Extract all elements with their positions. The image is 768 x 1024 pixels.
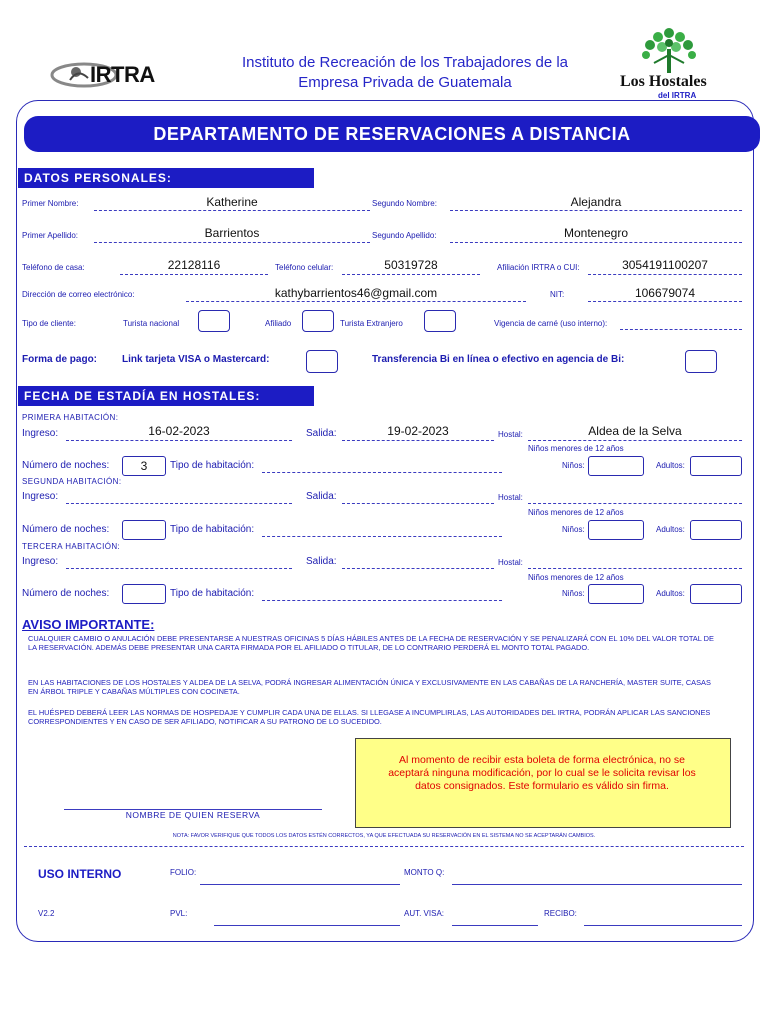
version-label: V2.2 (38, 909, 55, 918)
notice-title: AVISO IMPORTANTE: (22, 617, 155, 632)
room1-ingreso-label: Ingreso: (22, 428, 59, 439)
room1-adults-label: Adultos: (656, 461, 685, 470)
receipt-label: RECIBO: (544, 909, 577, 918)
second-surname-label: Segundo Apellido: (372, 231, 437, 240)
payment-option1-checkbox[interactable] (306, 350, 338, 373)
first-surname-field[interactable]: Barrientos (204, 226, 260, 240)
cell-phone-field[interactable]: 50319728 (384, 258, 438, 272)
room1-kids-field[interactable] (588, 456, 644, 476)
second-surname-field[interactable]: Montenegro (563, 226, 629, 240)
room3-ingreso-line[interactable] (66, 568, 292, 569)
hostales-logo (614, 25, 724, 103)
second-name-line (450, 210, 742, 211)
client-affiliate-label: Afiliado (265, 319, 292, 328)
cell-phone-label: Teléfono celular: (275, 263, 334, 272)
notice-paragraph-1: CUALQUIER CAMBIO O ANULACIÓN DEBE PRESENTARSE A NUESTRAS OFICINAS 5 DÍAS HÁBILES ANTES DE LA FECHA DE RESERVACIÓN Y SE PENALIZARÁ CON EL 10% DEL VALOR TOTAL DE LA RESERVACIÓN. ADEMÁS DEBE PRESENTAR UNA CARTA FIRMADA POR EL AFILIADO O TITULAR, DE LO CONTRARIO PERDERÁ EL MONTO TOTAL PAGADO. (28, 634, 714, 652)
room1-room-type-label: Tipo de habitación: (170, 460, 255, 471)
room3-hostal-line[interactable] (528, 568, 742, 569)
room1-salida-line (342, 440, 494, 441)
room3-hostal-label: Hostal: (498, 558, 523, 567)
second-name-field[interactable]: Alejandra (570, 195, 622, 209)
room2-adults-field[interactable] (690, 520, 742, 540)
room2-ingreso-label: Ingreso: (22, 491, 59, 502)
room1-kids-under12-label: Niños menores de 12 años (528, 444, 624, 453)
room1-salida-field[interactable]: 19-02-2023 (387, 424, 449, 438)
room3-title: TERCERA HABITACIÓN: (22, 542, 121, 551)
payment-option2-checkbox[interactable] (685, 350, 717, 373)
electronic-notice-text: Al momento de recibir esta boleta de forma electrónica, no se aceptará ninguna modificación, por lo cual se le solicita revisar los datos consignados. Este formulario es válido sin firma. (388, 754, 696, 792)
room3-adults-field[interactable] (690, 584, 742, 604)
verify-note: NOTA: FAVOR VERIFIQUE QUE TODOS LOS DATOS ESTÉN CORRECTOS, YA QUE EFECTUADA SU RESERVACIÓN EN EL SISTEMA NO SE ACEPTARÁN CAMBIOS. (172, 833, 596, 839)
email-label: Dirección de correo electrónico: (22, 290, 135, 299)
payment-option2-label: Transferencia Bi en línea o efectivo en agencia de Bi: (372, 354, 625, 365)
visa-auth-line[interactable] (452, 925, 538, 926)
room1-adults-field[interactable] (690, 456, 742, 476)
first-name-field[interactable]: Katherine (206, 195, 258, 209)
client-type-label: Tipo de cliente: (22, 319, 76, 328)
room2-salida-line[interactable] (342, 503, 494, 504)
notice-paragraph-2: EN LAS HABITACIONES DE LOS HOSTALES Y ALDEA DE LA SELVA, PODRÁ INGRESAR ALIMENTACIÓN ÚNICA Y EXCLUSIVAMENTE EN LAS CABAÑAS DE LA RANCHERÍA, MASTER SUITE, CASAS EN ÁRBOL TRIPLE Y CABAÑAS MÚLTIPLES CON COCINETA. (28, 678, 711, 696)
room2-kids-label: Niños: (562, 525, 585, 534)
pvl-label: PVL: (170, 909, 188, 918)
room2-ingreso-line[interactable] (66, 503, 292, 504)
client-affiliate-checkbox[interactable] (302, 310, 334, 332)
room2-room-type-line[interactable] (262, 536, 502, 537)
room1-hostal-field[interactable]: Aldea de la Selva (588, 424, 682, 438)
notice-paragraph-3: EL HUÉSPED DEBERÁ LEER LAS NORMAS DE HOSPEDAJE Y CUMPLIR CADA UNA DE ELLAS. SI LLEGASE A INCUMPLIRLAS, LAS AUTORIDADES DEL IRTRA, PODRÁN APLICAR LAS SANCIONES CORRESPONDIENTES Y EN CASO DE SER AFILIADO, NOTIFICAR A SU PATRONO DE LO SUCEDIDO. (28, 708, 711, 726)
affiliation-field[interactable]: 3054191100207 (622, 258, 708, 272)
room2-salida-label: Salida: (306, 491, 337, 502)
home-phone-line (120, 274, 268, 275)
room3-kids-label: Niños: (562, 589, 585, 598)
room3-ingreso-label: Ingreso: (22, 556, 59, 567)
folio-label: FOLIO: (170, 868, 197, 877)
amount-line[interactable] (452, 884, 742, 885)
client-national-label: Turista nacional (123, 319, 180, 328)
room2-hostal-label: Hostal: (498, 493, 523, 502)
home-phone-field[interactable]: 22128116 (167, 258, 221, 272)
room2-nights-label: Número de noches: (22, 524, 110, 535)
payment-label: Forma de pago: (22, 354, 98, 365)
first-surname-line (94, 242, 370, 243)
room2-hostal-line[interactable] (528, 503, 742, 504)
institute-title-line2: Empresa Privada de Guatemala (298, 74, 512, 91)
client-foreign-label: Turista Extranjero (340, 319, 403, 328)
room1-hostal-line (528, 440, 742, 441)
home-phone-label: Teléfono de casa: (22, 263, 85, 272)
section-stay-dates: FECHA DE ESTADÍA EN HOSTALES: (18, 386, 314, 406)
room2-kids-field[interactable] (588, 520, 644, 540)
room3-kids-under12-label: Niños menores de 12 años (528, 573, 624, 582)
affiliation-label: Afiliación IRTRA o CUI: (497, 263, 580, 272)
folio-line[interactable] (200, 884, 400, 885)
visa-auth-label: AUT. VISA: (404, 909, 445, 918)
nit-label: NIT: (550, 290, 565, 299)
institute-title (200, 53, 610, 93)
card-validity-line[interactable] (620, 329, 742, 330)
room1-ingreso-field[interactable]: 16-02-2023 (148, 424, 210, 438)
nit-field[interactable]: 106679074 (634, 286, 696, 300)
room3-kids-field[interactable] (588, 584, 644, 604)
room3-nights-label: Número de noches: (22, 588, 110, 599)
room1-nights-value: 3 (140, 459, 148, 473)
room1-room-type-line[interactable] (262, 472, 502, 473)
room2-title: SEGUNDA HABITACIÓN: (22, 477, 122, 486)
room3-adults-label: Adultos: (656, 589, 685, 598)
tree-icon (614, 25, 724, 75)
amount-label: MONTO Q: (404, 868, 445, 877)
room2-room-type-label: Tipo de habitación: (170, 524, 255, 535)
second-surname-line (450, 242, 742, 243)
institute-title-line1: Instituto de Recreación de los Trabajadores de la (241, 54, 569, 71)
first-name-line (94, 210, 370, 211)
room2-adults-label: Adultos: (656, 525, 685, 534)
hostales-logo-sub: del IRTRA (658, 91, 697, 100)
second-name-label: Segundo Nombre: (372, 199, 437, 208)
room1-nights-field[interactable] (122, 456, 166, 476)
first-name-label: Primer Nombre: (22, 199, 79, 208)
card-validity-label: Vigencia de carné (uso interno): (494, 319, 608, 328)
room3-salida-line[interactable] (342, 568, 494, 569)
room1-hostal-label: Hostal: (498, 430, 523, 439)
irtra-logo-text: IRTRA (90, 62, 155, 87)
room1-kids-label: Niños: (562, 461, 585, 470)
irtra-logo (48, 58, 188, 92)
room2-nights-field[interactable] (122, 520, 166, 540)
affiliation-line (588, 274, 742, 275)
room1-title: PRIMERA HABITACIÓN: (22, 413, 119, 422)
room1-nights-label: Número de noches: (22, 460, 110, 471)
room3-salida-label: Salida: (306, 556, 337, 567)
section-personal-data: DATOS PERSONALES: (18, 168, 314, 188)
divider-line (24, 846, 744, 847)
client-foreign-checkbox[interactable] (424, 310, 456, 332)
room1-salida-label: Salida: (306, 428, 337, 439)
main-title: DEPARTAMENTO DE RESERVACIONES A DISTANCIA (153, 124, 631, 144)
hostales-logo-text: Los Hostales (620, 73, 707, 90)
room3-room-type-label: Tipo de habitación: (170, 588, 255, 599)
internal-use-title: USO INTERNO (38, 867, 122, 881)
cell-phone-line (342, 274, 480, 275)
signature-label: NOMBRE DE QUIEN RESERVA (125, 810, 261, 820)
pvl-line[interactable] (214, 925, 400, 926)
first-surname-label: Primer Apellido: (22, 231, 79, 240)
client-national-checkbox[interactable] (198, 310, 230, 332)
receipt-line[interactable] (584, 925, 742, 926)
room3-nights-field[interactable] (122, 584, 166, 604)
room2-kids-under12-label: Niños menores de 12 años (528, 508, 624, 517)
nit-line (588, 301, 742, 302)
email-field[interactable]: kathybarrientos46@gmail.com (274, 286, 438, 300)
payment-option1-label: Link tarjeta VISA o Mastercard: (122, 354, 270, 365)
room1-ingreso-line (66, 440, 292, 441)
room3-room-type-line[interactable] (262, 600, 502, 601)
email-line (186, 301, 526, 302)
